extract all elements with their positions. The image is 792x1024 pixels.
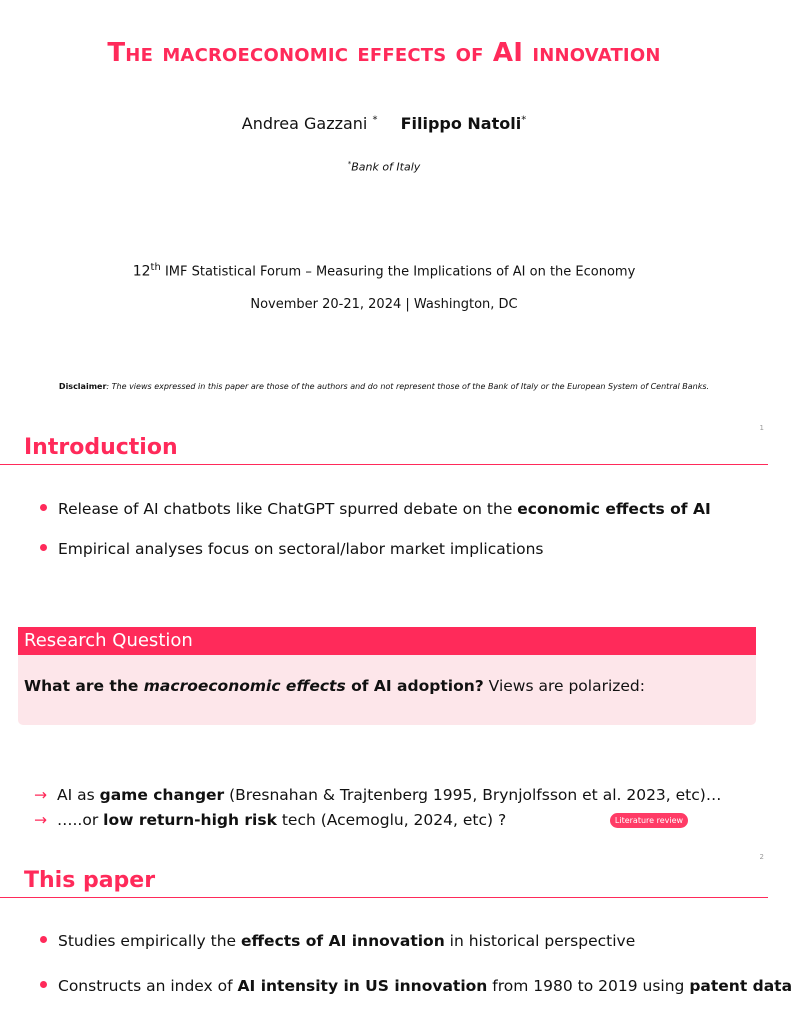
rq-text-bold: What are the xyxy=(24,677,144,695)
bullet-emphasis: economic effects of AI xyxy=(517,500,711,518)
view-text: AI as xyxy=(57,786,100,804)
affiliation-text: Bank of Italy xyxy=(351,160,421,174)
slide-title: The macroeconomic effects of AI innovation xyxy=(107,38,661,68)
list-item xyxy=(40,500,711,518)
view-line-1 xyxy=(34,786,721,804)
bullet-emphasis: effects of AI innovation xyxy=(240,932,445,950)
section-title-introduction: Introduction xyxy=(24,435,178,460)
bullet-text-mid: from 1980 to 2019 using xyxy=(487,977,690,995)
bullet-emphasis: AI intensity in US innovation xyxy=(237,977,488,995)
bullet-text: Empirical analyses focus on sectoral/labor market implications xyxy=(58,540,544,558)
arrow-right-icon: → xyxy=(34,786,47,804)
rq-text-tail: Views are polarized: xyxy=(483,677,645,695)
bullet-text: Release of AI chatbots like ChatGPT spurred debate on the xyxy=(58,500,518,518)
list-item xyxy=(40,977,792,995)
event-number: 12 xyxy=(132,263,151,280)
list-item xyxy=(40,540,544,558)
arrow-right-icon: → xyxy=(34,811,47,829)
section-title-this-paper: This paper xyxy=(24,868,156,893)
page-number: 1 xyxy=(759,424,764,432)
list-item xyxy=(40,932,635,950)
view-text: …..or xyxy=(57,811,104,829)
bullet-dot-icon xyxy=(40,981,47,988)
view-citation: (Bresnahan & Trajtenberg 1995, Brynjolfsson et al. 2023, etc)… xyxy=(224,786,722,804)
bullet-dot-icon xyxy=(40,936,47,943)
event-line xyxy=(0,262,768,279)
event-date: November 20-21, 2024 | Washington, DC xyxy=(250,297,518,312)
literature-review-button[interactable]: Literature review xyxy=(610,813,688,828)
research-question-box xyxy=(18,627,756,725)
rq-text-bold-italic: macroeconomic effects xyxy=(143,677,346,695)
rq-text-bold-end: of AI adoption? xyxy=(345,677,484,695)
disclaimer-label: Disclaimer xyxy=(58,382,107,391)
author-2: Filippo Natoli xyxy=(400,114,522,133)
research-question-title: Research Question xyxy=(18,627,756,655)
view-emphasis: low return-high risk xyxy=(103,811,277,829)
view-citation: tech (Acemoglu, 2024, etc) ? xyxy=(276,811,507,829)
author-1: Andrea Gazzani xyxy=(241,114,368,133)
bullet-text-tail: in historical perspective xyxy=(444,932,636,950)
title-rule xyxy=(0,464,768,465)
author-1-mark: * xyxy=(372,114,378,126)
author-2-mark: * xyxy=(521,114,527,126)
view-emphasis: game changer xyxy=(99,786,225,804)
authors xyxy=(0,114,768,133)
affiliation-mark: * xyxy=(347,160,352,168)
page-number: 2 xyxy=(759,853,764,861)
disclaimer-text: : The views expressed in this paper are those of the authors and do not represent those of the Bank of Italy or the European System of Central Banks. xyxy=(106,382,710,391)
bullet-dot-icon xyxy=(40,504,47,511)
view-line-2 xyxy=(34,811,506,829)
bullet-text: Constructs an index of xyxy=(58,977,238,995)
title-rule xyxy=(0,897,768,898)
event-number-suffix: th xyxy=(150,262,161,273)
bullet-text: Studies empirically the xyxy=(58,932,241,950)
research-question-body xyxy=(18,655,756,695)
bullet-emphasis-2: patent data xyxy=(689,977,792,995)
affiliation xyxy=(0,160,768,174)
bullet-dot-icon xyxy=(40,544,47,551)
disclaimer xyxy=(0,382,768,391)
event-name: IMF Statistical Forum – Measuring the Implications of AI on the Economy xyxy=(164,264,636,280)
